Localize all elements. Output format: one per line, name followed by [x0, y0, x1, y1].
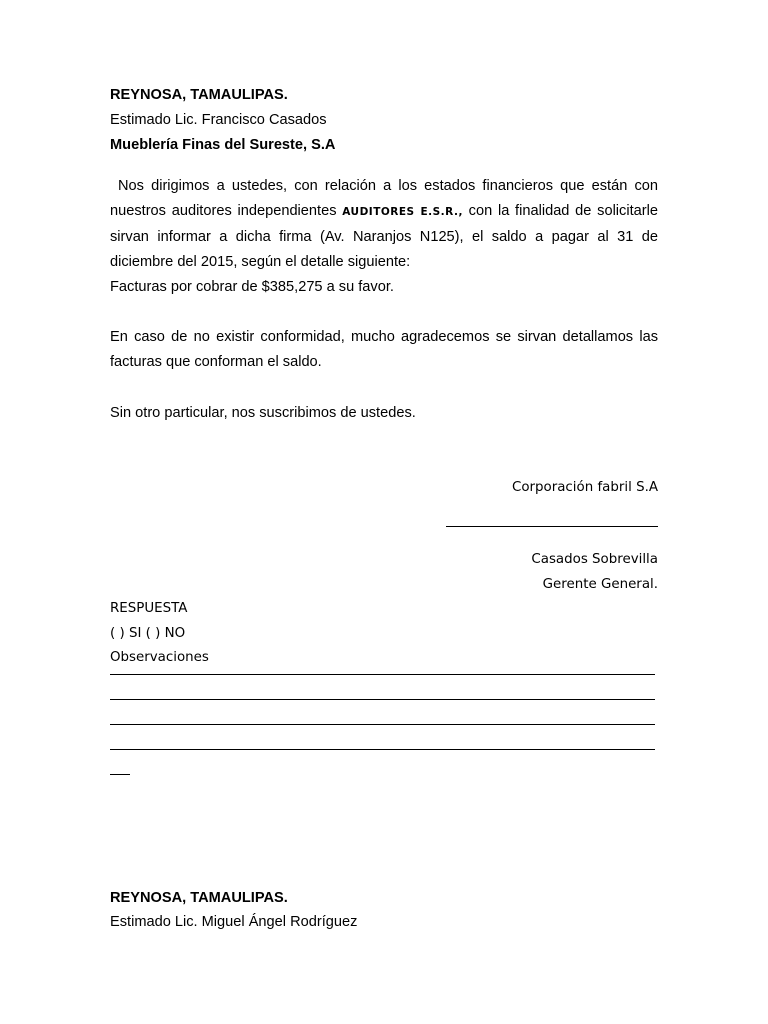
paragraph-1-start: Nos dirigimos a ustedes, con relación a los estados financieros que están con nuestros auditores independientes — [110, 178, 658, 219]
signature-company: Corporación fabril S.A — [511, 480, 658, 495]
paragraph-1-end: con la finalidad de solicitarle sirvan informar a dicha firma (Av. Naranjos N125), el saldo a pagar al 31 de diciembre del 2015, según el detalle siguiente: — [110, 203, 658, 270]
city-heading-2: REYNOSA, TAMAULIPAS. — [110, 890, 288, 906]
recipient-company: Mueblería Finas del Sureste, S.A — [110, 137, 336, 153]
greeting-2: Estimado Lic. Miguel Ángel Rodríguez — [110, 914, 358, 930]
signature-line — [446, 526, 658, 527]
signature-title: Gerente General. — [542, 577, 658, 592]
greeting: Estimado Lic. Francisco Casados — [110, 112, 327, 128]
paragraph-1 — [110, 174, 658, 300]
signature-name: Casados Sobrevilla — [531, 552, 658, 567]
observation-line — [110, 699, 655, 700]
paragraph-2: En caso de no existir conformidad, mucho agradecemos se sirvan detallamos las facturas que conforman el saldo. — [110, 329, 658, 370]
paragraph-3: Sin otro particular, nos suscribimos de ustedes. — [110, 405, 416, 421]
observation-line — [110, 674, 655, 675]
observation-line — [110, 724, 655, 725]
response-options: ( ) SI ( ) NO — [110, 626, 186, 641]
observation-line — [110, 774, 130, 775]
observation-line — [110, 749, 655, 750]
response-heading: RESPUESTA — [110, 601, 188, 616]
paragraph-1-amount: Facturas por cobrar de $385,275 a su favor. — [110, 279, 394, 295]
observations-label: Observaciones — [110, 650, 209, 665]
city-heading: REYNOSA, TAMAULIPAS. — [110, 87, 288, 103]
auditor-name: AUDITORES E.S.R., — [342, 206, 463, 218]
